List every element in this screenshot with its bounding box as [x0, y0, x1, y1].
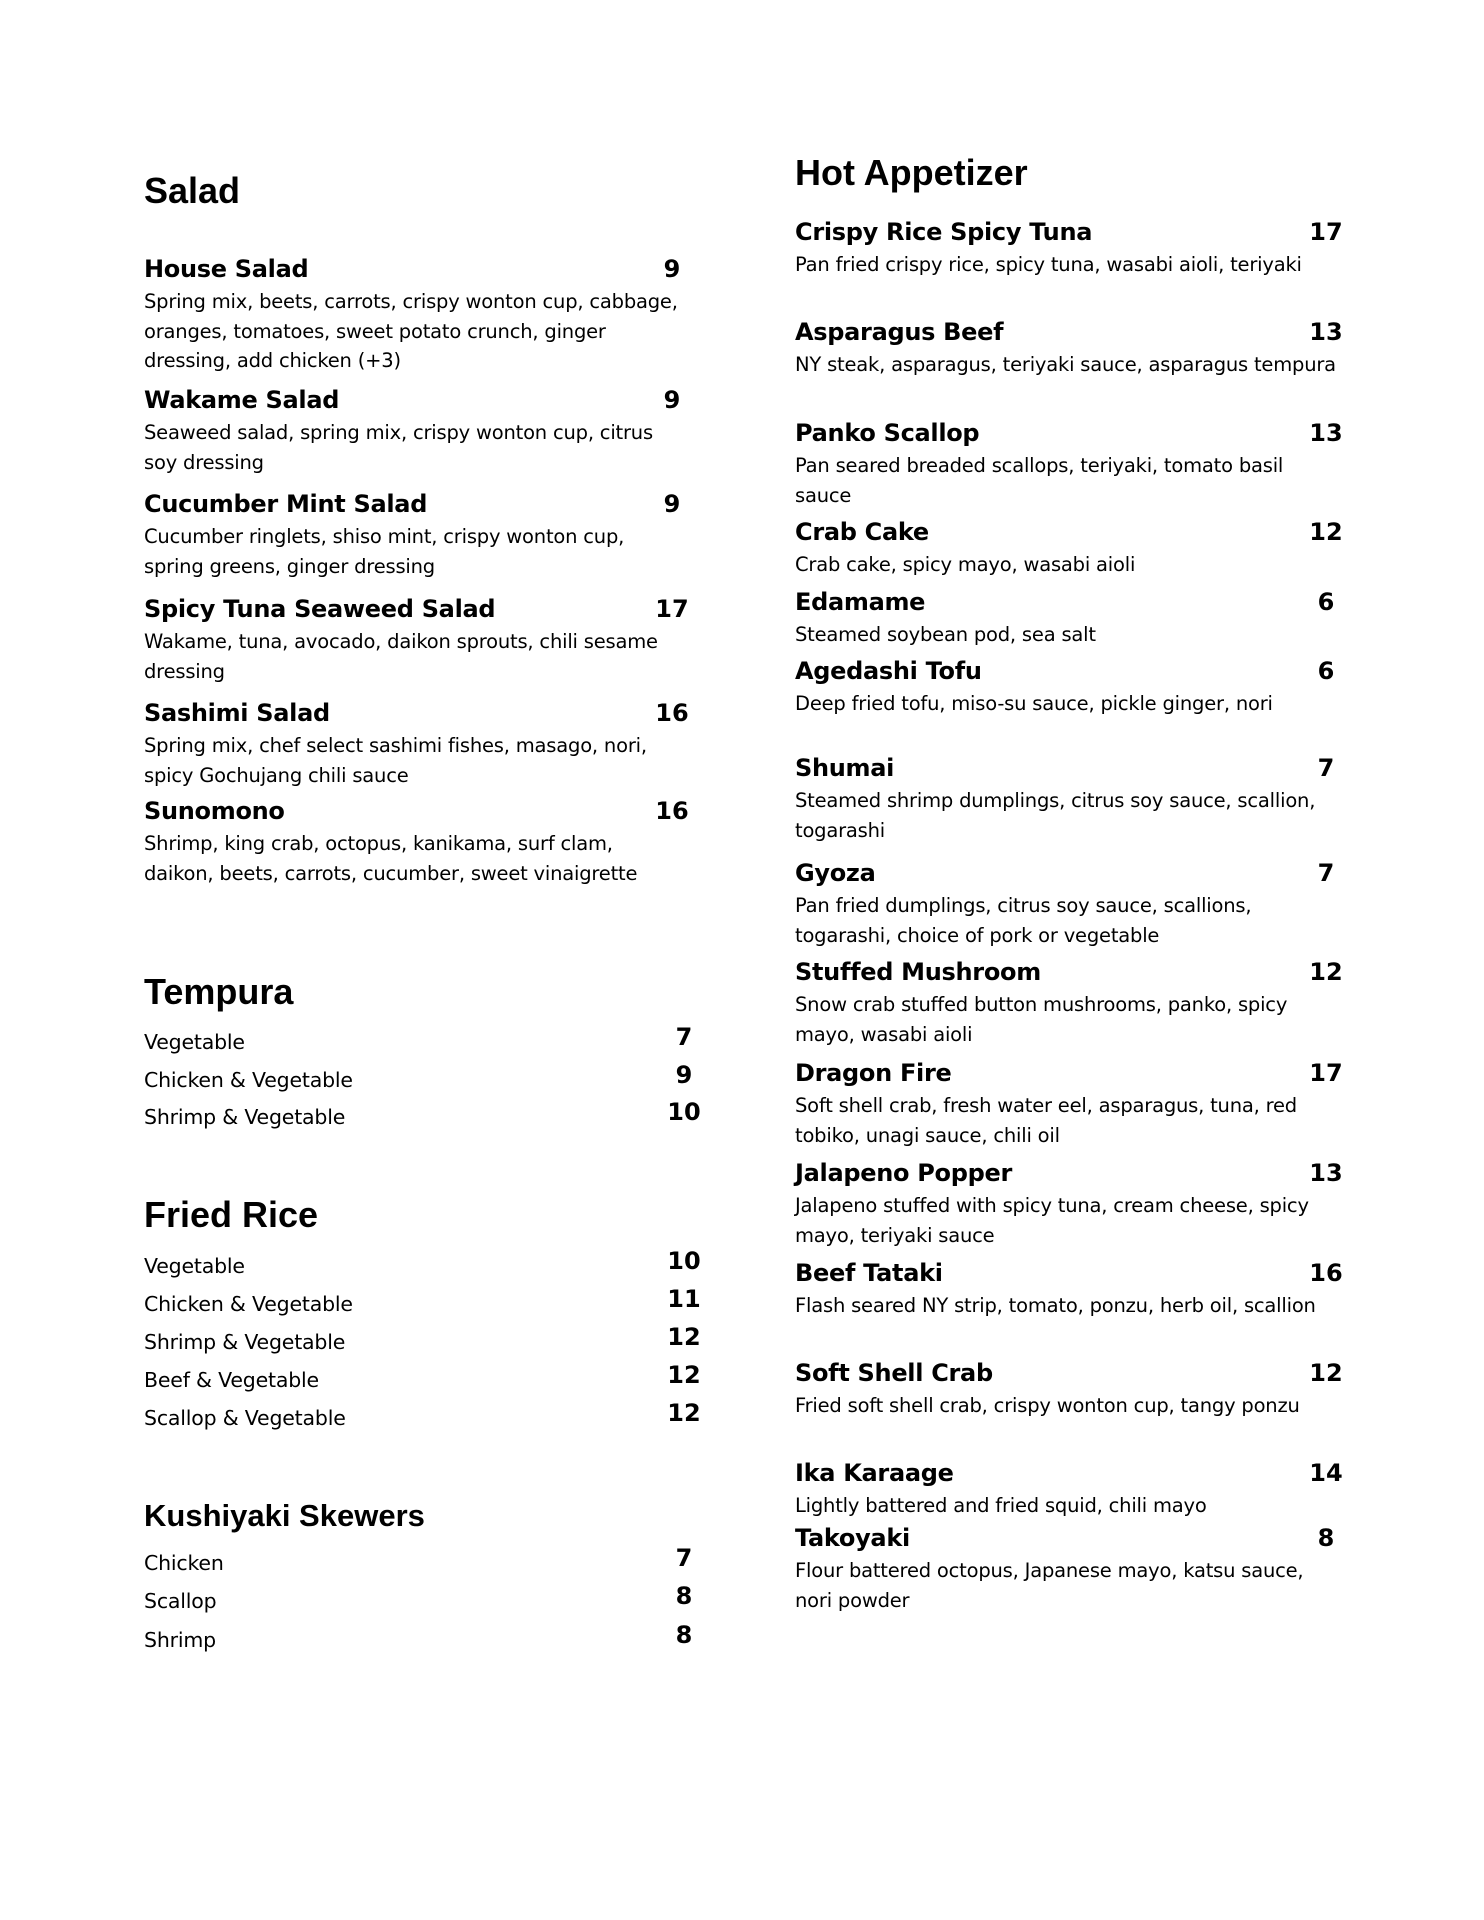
item-name: Scallop & Vegetable [144, 1406, 346, 1430]
item-price: 16 [655, 797, 689, 825]
item-name: Chicken [144, 1551, 224, 1575]
item-description: Spring mix, chef select sashimi fishes, masago, nori, spicy Gochujang chili sauce [144, 734, 647, 787]
item-price: 6 [1317, 588, 1335, 616]
item-price: 8 [1317, 1524, 1335, 1552]
item-description: Soft shell crab, fresh water eel, asparagus, tuna, red tobiko, unagi sauce, chili oil [795, 1094, 1297, 1147]
item-name: Shrimp & Vegetable [144, 1330, 346, 1354]
item-price: 13 [1309, 1159, 1343, 1187]
list-item [144, 1022, 693, 1054]
list-item [144, 1284, 701, 1316]
item-price: 7 [1317, 754, 1335, 782]
list-item [144, 1246, 701, 1278]
item-price: 17 [1309, 1059, 1343, 1087]
item-name: Panko Scallop [795, 419, 980, 447]
item-price: 9 [663, 490, 681, 518]
item-name: Scallop [144, 1589, 217, 1613]
item-description: Pan fried crispy rice, spicy tuna, wasabi aioli, teriyaki [795, 253, 1302, 276]
item-price: 16 [1309, 1259, 1343, 1287]
menu-item [795, 1357, 1343, 1421]
item-name: Gyoza [795, 859, 876, 887]
item-price: 12 [667, 1361, 701, 1389]
list-item [144, 1398, 701, 1430]
item-name: Dragon Fire [795, 1059, 952, 1087]
item-price: 10 [667, 1098, 701, 1126]
item-description: Pan fried dumplings, citrus soy sauce, scallions, togarashi, choice of pork or vegetable [795, 894, 1252, 947]
item-price: 13 [1309, 318, 1343, 346]
item-price: 12 [667, 1399, 701, 1427]
item-name: Stuffed Mushroom [795, 958, 1041, 986]
menu-item [795, 956, 1343, 1049]
menu-item [795, 655, 1343, 719]
item-name: Sashimi Salad [144, 699, 330, 727]
item-description: Lightly battered and fried squid, chili mayo [795, 1494, 1207, 1517]
item-name: Wakame Salad [144, 386, 340, 414]
item-price: 12 [1309, 958, 1343, 986]
item-name: Edamame [795, 588, 926, 616]
item-name: Shumai [795, 754, 895, 782]
menu-item [795, 316, 1343, 380]
item-price: 11 [667, 1285, 701, 1313]
item-price: 9 [663, 386, 681, 414]
item-price: 7 [675, 1544, 693, 1572]
item-description: Snow crab stuffed button mushrooms, panko, spicy mayo, wasabi aioli [795, 993, 1288, 1046]
menu-item [144, 384, 684, 477]
item-description: Flour battered octopus, Japanese mayo, katsu sauce, nori powder [795, 1559, 1304, 1612]
menu-item [795, 417, 1343, 510]
item-name: Vegetable [144, 1030, 245, 1054]
item-name: Chicken & Vegetable [144, 1292, 353, 1316]
item-description: Shrimp, king crab, octopus, kanikama, surf clam, daikon, beets, carrots, cucumber, sweet vinaigrette [144, 832, 638, 885]
item-name: Takoyaki [795, 1524, 910, 1552]
item-name: Cucumber Mint Salad [144, 490, 428, 518]
list-item [144, 1581, 693, 1613]
item-name: Jalapeno Popper [795, 1159, 1012, 1187]
item-price: 12 [667, 1323, 701, 1351]
item-price: 10 [667, 1247, 701, 1275]
menu-item [144, 795, 689, 888]
item-name: House Salad [144, 255, 309, 283]
menu-item [795, 216, 1343, 280]
list-item [144, 1360, 701, 1392]
item-name: Asparagus Beef [795, 318, 1004, 346]
hot-appetizer-heading: Hot Appetizer [795, 152, 1028, 193]
item-price: 17 [655, 595, 689, 623]
list-item [144, 1097, 701, 1129]
item-name: Soft Shell Crab [795, 1359, 993, 1387]
item-description: Deep fried tofu, miso-su sauce, pickle ginger, nori [795, 692, 1273, 715]
menu-item [795, 857, 1343, 950]
item-description: Cucumber ringlets, shiso mint, crispy wonton cup, spring greens, ginger dressing [144, 525, 625, 578]
item-price: 6 [1317, 657, 1335, 685]
item-price: 12 [1309, 1359, 1343, 1387]
menu-item [795, 1057, 1343, 1150]
menu-item [795, 1457, 1343, 1521]
item-name: Shrimp [144, 1628, 216, 1652]
salad-heading: Salad [144, 170, 241, 211]
list-item [144, 1620, 693, 1652]
menu-item [795, 1257, 1343, 1321]
menu-item [795, 516, 1343, 580]
item-price: 8 [675, 1621, 693, 1649]
item-price: 13 [1309, 419, 1343, 447]
item-description: Seaweed salad, spring mix, crispy wonton cup, citrus soy dressing [144, 421, 653, 474]
item-description: Fried soft shell crab, crispy wonton cup, tangy ponzu [795, 1394, 1300, 1417]
item-name: Beef & Vegetable [144, 1368, 319, 1392]
item-name: Shrimp & Vegetable [144, 1105, 346, 1129]
item-price: 9 [675, 1061, 693, 1089]
item-name: Chicken & Vegetable [144, 1068, 353, 1092]
item-price: 8 [675, 1582, 693, 1610]
menu-item [144, 253, 684, 376]
menu-item [795, 752, 1343, 845]
item-description: Flash seared NY strip, tomato, ponzu, herb oil, scallion [795, 1294, 1316, 1317]
item-description: Steamed soybean pod, sea salt [795, 623, 1096, 646]
item-price: 12 [1309, 518, 1343, 546]
item-name: Vegetable [144, 1254, 245, 1278]
fried-rice-heading: Fried Rice [144, 1194, 319, 1235]
item-name: Crab Cake [795, 518, 929, 546]
menu-item [795, 1522, 1343, 1615]
item-description: NY steak, asparagus, teriyaki sauce, asparagus tempura [795, 353, 1336, 376]
kushiyaki-heading: Kushiyaki Skewers [144, 1498, 425, 1533]
menu-item [144, 488, 684, 581]
item-price: 17 [1309, 218, 1343, 246]
item-description: Spring mix, beets, carrots, crispy wonton cup, cabbage, oranges, tomatoes, sweet potato crunch, ginger dressing, add chicken (+3) [144, 290, 678, 372]
item-description: Steamed shrimp dumplings, citrus soy sauce, scallion, togarashi [795, 789, 1316, 842]
item-description: Pan seared breaded scallops, teriyaki, tomato basil sauce [795, 454, 1284, 507]
item-price: 7 [675, 1023, 693, 1051]
item-price: 7 [1317, 859, 1335, 887]
list-item [144, 1322, 701, 1354]
item-name: Spicy Tuna Seaweed Salad [144, 595, 496, 623]
menu-item [795, 586, 1343, 650]
item-description: Crab cake, spicy mayo, wasabi aioli [795, 553, 1136, 576]
item-name: Ika Karaage [795, 1459, 954, 1487]
item-description: Jalapeno stuffed with spicy tuna, cream cheese, spicy mayo, teriyaki sauce [795, 1194, 1309, 1247]
list-item [144, 1060, 693, 1092]
tempura-heading: Tempura [144, 971, 294, 1012]
list-item [144, 1543, 693, 1575]
item-price: 9 [663, 255, 681, 283]
menu-item [144, 697, 689, 790]
menu-item [144, 593, 689, 686]
item-name: Beef Tataki [795, 1259, 943, 1287]
item-name: Crispy Rice Spicy Tuna [795, 218, 1093, 246]
item-name: Agedashi Tofu [795, 657, 982, 685]
item-price: 16 [655, 699, 689, 727]
item-description: Wakame, tuna, avocado, daikon sprouts, chili sesame dressing [144, 630, 658, 683]
item-price: 14 [1309, 1459, 1343, 1487]
item-name: Sunomono [144, 797, 285, 825]
menu-item [795, 1157, 1343, 1250]
